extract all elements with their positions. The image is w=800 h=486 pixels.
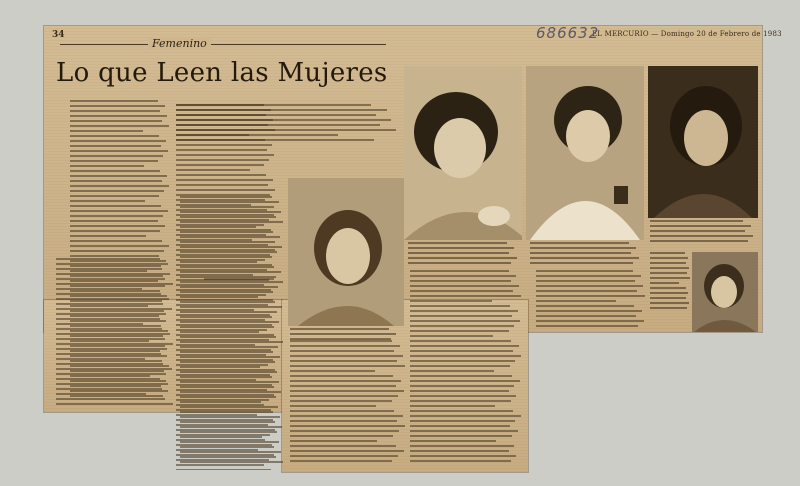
- text-line: [56, 273, 170, 275]
- text-line: [70, 215, 163, 217]
- text-line: [290, 328, 389, 330]
- text-line: [290, 455, 398, 457]
- text-line: [180, 336, 276, 338]
- text-line: [70, 235, 146, 237]
- text-line: [410, 405, 495, 407]
- text-line: [70, 245, 169, 247]
- text-line: [56, 393, 146, 395]
- text-line: [176, 164, 264, 166]
- text-line: [180, 206, 274, 208]
- text-line: [56, 298, 169, 300]
- text-line: [408, 262, 511, 264]
- text-line: [410, 435, 512, 437]
- text-line: [536, 315, 636, 317]
- text-line: [180, 246, 282, 248]
- text-line: [180, 266, 274, 268]
- text-line: [410, 430, 518, 432]
- text-line: [410, 330, 509, 332]
- text-line: [56, 328, 162, 330]
- text-line: [650, 292, 688, 294]
- text-line: [290, 365, 405, 367]
- text-line: [410, 410, 513, 412]
- text-line: [650, 257, 688, 259]
- text-line: [530, 242, 629, 244]
- text-line: [530, 247, 636, 249]
- text-line: [180, 241, 275, 243]
- text-line: [410, 370, 494, 372]
- text-line: [290, 420, 397, 422]
- text-line: [180, 331, 259, 333]
- text-line: [290, 375, 393, 377]
- text-line: [70, 255, 159, 257]
- woman-portrait-white-blouse-photo: [526, 66, 644, 240]
- text-line: [180, 256, 272, 258]
- portrait-image: [404, 66, 522, 240]
- text-line: [56, 378, 160, 380]
- text-line: [180, 216, 276, 218]
- text-line: [408, 257, 517, 259]
- text-line: [56, 258, 160, 260]
- text-line: [70, 200, 145, 202]
- caption-right-photo: [650, 220, 756, 244]
- text-line: [180, 341, 283, 343]
- text-line: [410, 295, 521, 297]
- text-line: [290, 445, 396, 447]
- text-line: [530, 262, 633, 264]
- section-rule: [60, 44, 386, 45]
- text-line: [650, 252, 685, 254]
- text-line: [410, 275, 516, 277]
- woman-portrait-dark-hair-photo: [404, 66, 522, 240]
- text-line: [176, 129, 396, 131]
- text-column-6: [536, 270, 646, 330]
- text-line: [290, 333, 396, 335]
- text-column-3-top: [176, 104, 398, 144]
- text-line: [410, 400, 511, 402]
- text-line: [180, 286, 278, 288]
- section-label: Femenino: [148, 37, 211, 50]
- article-headline: Lo que Leen las Mujeres: [56, 58, 388, 88]
- text-line: [650, 272, 687, 274]
- text-line: [176, 124, 380, 126]
- text-column-4: [290, 340, 406, 466]
- text-line: [410, 350, 513, 352]
- text-line: [70, 155, 163, 157]
- text-line: [408, 247, 514, 249]
- subhead-marker: [204, 278, 274, 280]
- text-line: [180, 201, 279, 203]
- text-line: [410, 385, 514, 387]
- text-line: [180, 326, 274, 328]
- text-line: [290, 460, 392, 462]
- text-line: [176, 139, 374, 141]
- text-line: [410, 305, 510, 307]
- text-line: [650, 282, 679, 284]
- text-line: [536, 300, 616, 302]
- text-line: [176, 144, 272, 146]
- text-line: [70, 130, 143, 132]
- text-line: [410, 425, 510, 427]
- text-line: [530, 252, 631, 254]
- text-line: [290, 380, 401, 382]
- text-line: [410, 460, 511, 462]
- text-line: [650, 307, 687, 309]
- text-line: [176, 134, 338, 136]
- text-line: [70, 135, 159, 137]
- text-line: [180, 431, 277, 433]
- text-line: [650, 235, 753, 237]
- text-line: [70, 115, 167, 117]
- text-line: [290, 390, 404, 392]
- text-line: [650, 267, 689, 269]
- text-line: [410, 280, 511, 282]
- caption-center-photo: [290, 328, 402, 340]
- text-line: [176, 149, 267, 151]
- woman-portrait-center-photo: [288, 178, 404, 326]
- text-line: [290, 345, 400, 347]
- portrait-image: [648, 66, 758, 218]
- text-line: [56, 278, 165, 280]
- text-line: [70, 230, 160, 232]
- text-line: [536, 270, 633, 272]
- text-line: [56, 293, 161, 295]
- text-line: [290, 410, 394, 412]
- text-line: [290, 440, 377, 442]
- text-line: [70, 175, 167, 177]
- text-line: [70, 190, 164, 192]
- text-line: [70, 220, 158, 222]
- text-line: [180, 346, 278, 348]
- text-line: [56, 338, 165, 340]
- text-line: [410, 310, 518, 312]
- text-line: [180, 366, 260, 368]
- text-line: [650, 277, 690, 279]
- text-line: [180, 251, 277, 253]
- woman-portrait-small-photo: [692, 252, 758, 332]
- text-line: [56, 343, 173, 345]
- text-column-5: [410, 270, 522, 466]
- text-line: [410, 390, 509, 392]
- text-line: [650, 297, 686, 299]
- caption-white-blouse-photo: [530, 242, 642, 266]
- text-line: [180, 226, 256, 228]
- text-line: [410, 315, 512, 317]
- text-line: [176, 114, 376, 116]
- text-line: [410, 360, 515, 362]
- text-line: [410, 300, 492, 302]
- text-line: [536, 305, 634, 307]
- text-line: [70, 100, 158, 102]
- text-line: [536, 285, 643, 287]
- text-line: [410, 365, 510, 367]
- text-line: [56, 323, 143, 325]
- text-line: [180, 311, 277, 313]
- text-line: [70, 105, 165, 107]
- text-line: [70, 170, 160, 172]
- text-line: [536, 325, 638, 327]
- text-line: [180, 396, 276, 398]
- text-line: [56, 368, 172, 370]
- text-line: [56, 283, 173, 285]
- text-line: [408, 242, 507, 244]
- text-line: [650, 225, 751, 227]
- text-line: [290, 425, 405, 427]
- text-line: [70, 240, 162, 242]
- text-column-1-lower: [56, 258, 174, 408]
- text-line: [70, 160, 158, 162]
- text-line: [650, 262, 686, 264]
- text-line: [180, 361, 275, 363]
- text-line: [176, 169, 250, 171]
- text-line: [410, 355, 521, 357]
- text-line: [410, 285, 519, 287]
- text-line: [536, 310, 642, 312]
- text-line: [410, 270, 509, 272]
- text-line: [410, 345, 519, 347]
- text-line: [176, 469, 271, 470]
- text-line: [180, 291, 273, 293]
- text-line: [70, 145, 161, 147]
- text-line: [290, 355, 403, 357]
- text-line: [290, 360, 397, 362]
- portrait-image: [526, 66, 644, 240]
- text-line: [56, 318, 160, 320]
- text-line: [410, 375, 512, 377]
- text-line: [56, 398, 165, 400]
- text-line: [180, 441, 279, 443]
- text-line: [56, 363, 163, 365]
- text-line: [180, 381, 279, 383]
- text-line: [70, 165, 144, 167]
- text-line: [56, 348, 167, 350]
- text-line: [410, 455, 516, 457]
- caption-small-photo: [650, 252, 690, 312]
- text-line: [56, 303, 163, 305]
- text-line: [180, 261, 257, 263]
- text-line: [70, 185, 169, 187]
- text-line: [410, 445, 514, 447]
- caption-dark-hair-photo: [408, 242, 520, 266]
- page-number: 34: [52, 30, 65, 40]
- text-line: [410, 420, 515, 422]
- text-line: [70, 120, 162, 122]
- text-line: [176, 154, 274, 156]
- text-line: [56, 308, 172, 310]
- text-line: [180, 421, 275, 423]
- masthead-line: EL MERCURIO — Domingo 20 de Febrero de 1983: [592, 30, 782, 38]
- text-line: [56, 388, 162, 390]
- text-line: [410, 320, 520, 322]
- text-line: [410, 395, 516, 397]
- text-line: [176, 179, 273, 181]
- text-line: [410, 450, 509, 452]
- text-line: [70, 140, 166, 142]
- text-line: [180, 461, 283, 463]
- text-line: [290, 400, 392, 402]
- text-line: [410, 415, 521, 417]
- text-line: [180, 446, 274, 448]
- text-line: [56, 353, 161, 355]
- text-line: [180, 386, 274, 388]
- text-line: [70, 180, 162, 182]
- text-line: [180, 456, 276, 458]
- text-line: [180, 351, 273, 353]
- text-line: [176, 174, 266, 176]
- text-line: [70, 205, 161, 207]
- text-line: [290, 405, 376, 407]
- text-line: [180, 451, 281, 453]
- text-line: [410, 340, 511, 342]
- text-line: [290, 385, 396, 387]
- text-line: [290, 430, 399, 432]
- text-line: [180, 306, 282, 308]
- text-line: [180, 301, 275, 303]
- text-line: [56, 313, 166, 315]
- text-line: [180, 426, 282, 428]
- text-line: [176, 159, 269, 161]
- text-line: [410, 325, 514, 327]
- text-line: [70, 250, 164, 252]
- text-line: [290, 435, 393, 437]
- text-line: [176, 104, 371, 106]
- text-line: [180, 376, 272, 378]
- text-line: [56, 333, 170, 335]
- text-line: [180, 406, 278, 408]
- text-line: [70, 210, 168, 212]
- text-line: [410, 440, 496, 442]
- text-line: [536, 280, 635, 282]
- text-line: [650, 220, 743, 222]
- text-line: [180, 231, 273, 233]
- text-line: [70, 225, 165, 227]
- text-line: [180, 356, 280, 358]
- text-line: [180, 391, 281, 393]
- text-line: [180, 401, 261, 403]
- text-line: [290, 395, 398, 397]
- archive-code-handwritten: 686632: [536, 24, 600, 42]
- text-line: [536, 275, 641, 277]
- text-line: [290, 340, 392, 342]
- text-line: [180, 236, 280, 238]
- text-line: [410, 290, 513, 292]
- text-line: [536, 320, 644, 322]
- text-line: [176, 119, 391, 121]
- text-line: [408, 252, 509, 254]
- text-line: [290, 415, 403, 417]
- text-line: [56, 263, 168, 265]
- text-line: [56, 288, 142, 290]
- text-line: [56, 383, 168, 385]
- text-line: [56, 373, 166, 375]
- woman-portrait-right-photo: [648, 66, 758, 218]
- text-line: [650, 302, 689, 304]
- text-line: [290, 350, 394, 352]
- text-line: [180, 221, 283, 223]
- text-line: [536, 290, 637, 292]
- text-line: [180, 271, 281, 273]
- text-line: [70, 195, 159, 197]
- text-line: [180, 371, 277, 373]
- text-line: [290, 338, 391, 340]
- text-line: [290, 370, 375, 372]
- text-line: [70, 150, 168, 152]
- text-line: [180, 321, 279, 323]
- text-line: [410, 380, 520, 382]
- text-line: [650, 240, 748, 242]
- text-line: [530, 257, 639, 259]
- text-line: [56, 403, 173, 405]
- text-line: [180, 211, 281, 213]
- text-line: [180, 436, 262, 438]
- text-line: [180, 196, 272, 198]
- text-line: [180, 296, 258, 298]
- portrait-image: [692, 252, 758, 332]
- text-line: [290, 450, 404, 452]
- text-line: [56, 268, 162, 270]
- text-line: [70, 110, 160, 112]
- text-line: [650, 230, 745, 232]
- text-line: [176, 184, 268, 186]
- text-line: [56, 358, 145, 360]
- text-line: [180, 316, 272, 318]
- text-line: [176, 109, 387, 111]
- text-line: [536, 295, 645, 297]
- text-line: [180, 416, 280, 418]
- text-line: [180, 281, 283, 283]
- portrait-image: [288, 178, 404, 326]
- text-line: [70, 125, 169, 127]
- text-line: [410, 335, 493, 337]
- text-line: [180, 411, 273, 413]
- text-line: [650, 287, 686, 289]
- text-column-3: [180, 196, 284, 466]
- text-line: [176, 189, 275, 191]
